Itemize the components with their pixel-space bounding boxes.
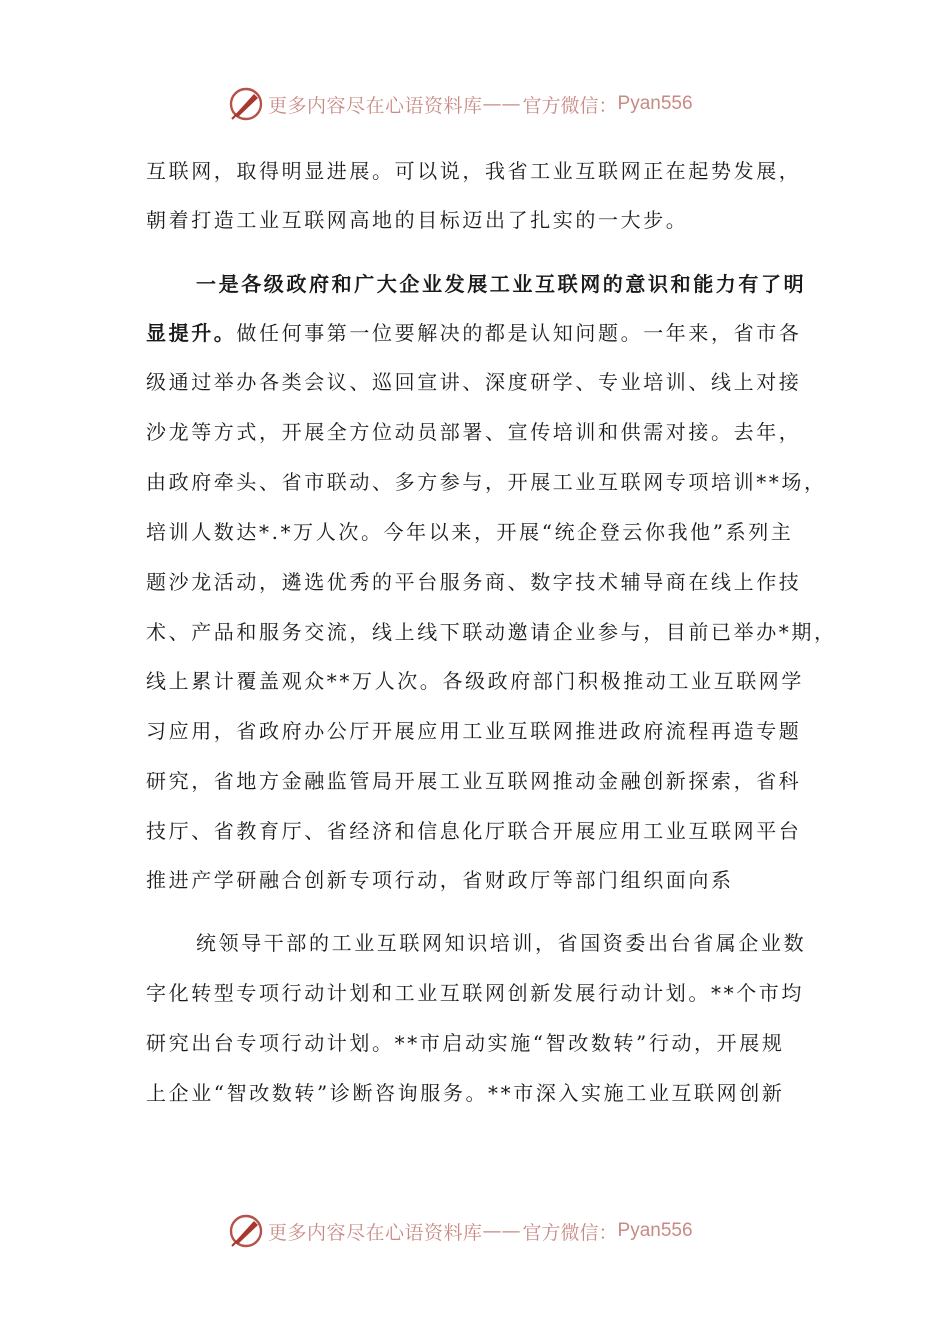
body-line: 线上累计覆盖观众**万人次。各级政府部门积极推动工业互联网学 [146, 669, 804, 693]
body-line: 沙龙等方式，开展全方位动员部署、宣传培训和供需对接。去年， [146, 420, 802, 444]
body-line: 术、产品和服务交流，线上线下联动邀请企业参与，目前已举办*期， [146, 620, 837, 644]
banner-title: 更多内容尽在心语资料库 [268, 1221, 483, 1244]
body-line: 由政府牵头、省市联动、多方参与，开展工业互联网专项培训**场， [146, 470, 827, 494]
body-line: 级通过举办各类会议、巡回宣讲、深度研学、专业培训、线上对接 [146, 370, 802, 394]
body-line: 研究，省地方金融监管局开展工业互联网推动金融创新探索，省科 [146, 769, 802, 793]
header-banner [228, 84, 693, 124]
footer-banner [228, 1211, 693, 1251]
quill-logo-icon [228, 86, 264, 122]
body-line: 上企业“智改数转”诊断咨询服务。**市深入实施工业互联网创新 [146, 1081, 785, 1105]
banner-wechat-id: Pyan556 [617, 1220, 693, 1241]
body-line: 习应用，省政府办公厅开展应用工业互联网推进政府流程再造专题 [146, 719, 802, 743]
section-heading: 一是各级政府和广大企业发展工业互联网的意识和能力有了明 [196, 272, 807, 296]
body-line: 题沙龙活动，遴选优秀的平台服务商、数字技术辅导商在线上作技 [146, 570, 802, 594]
quill-logo-icon [228, 1213, 264, 1249]
banner-title: 更多内容尽在心语资料库 [268, 94, 483, 117]
body-line: 统领导干部的工业互联网知识培训，省国资委出台省属企业数 [196, 931, 807, 955]
body-line: 字化转型专项行动计划和工业互联网创新发展行动计划。**个市均 [146, 981, 804, 1005]
banner-dash: —— [482, 93, 521, 115]
banner-wechat-label: 官方微信： [522, 1221, 618, 1244]
section-heading-end: 显提升。 [146, 321, 237, 345]
body-line: 互联网，取得明显进展。可以说，我省工业互联网正在起势发展， [146, 159, 802, 183]
body-line [146, 319, 826, 347]
banner-wechat-label: 官方微信： [522, 94, 618, 117]
body-line: 朝着打造工业互联网高地的目标迈出了扎实的一大步。 [146, 208, 689, 232]
body-text: 做任何事第一位要解决的都是认知问题。一年来，省市各 [236, 321, 802, 345]
body-line: 培训人数达*.*万人次。今年以来，开展“统企登云你我他”系列主 [146, 520, 794, 544]
body-line: 推进产学研融合创新专项行动，省财政厅等部门组织面向系 [146, 868, 734, 892]
banner-wechat-id: Pyan556 [617, 93, 693, 114]
body-line: 研究出台专项行动计划。**市启动实施“智改数转”行动，开展规 [146, 1031, 785, 1055]
banner-dash: —— [482, 1220, 521, 1242]
body-line: 技厅、省教育厅、省经济和信息化厅联合开展应用工业互联网平台 [146, 819, 802, 843]
